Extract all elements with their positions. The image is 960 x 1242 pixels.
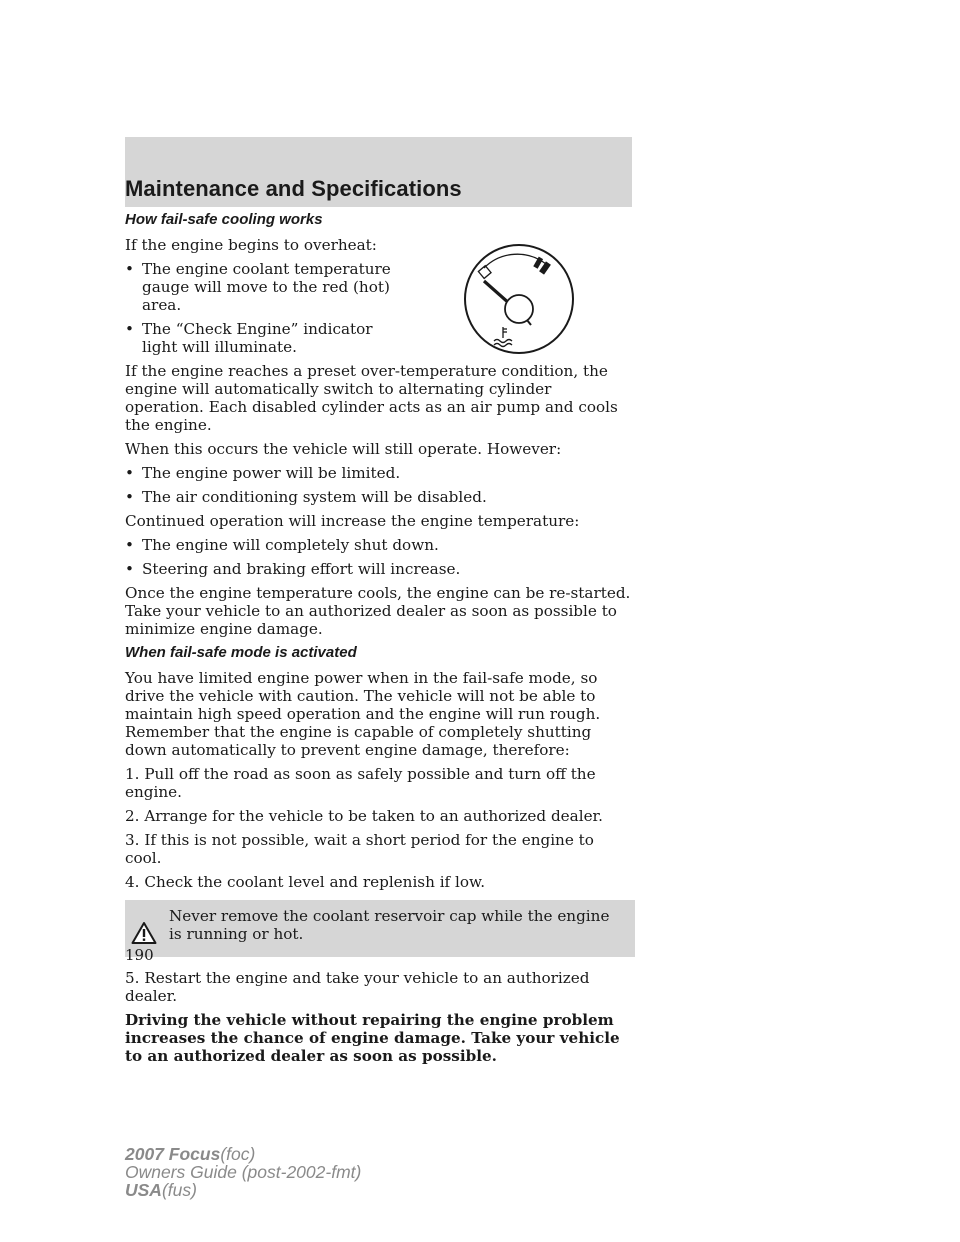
footer-market: USA	[125, 1180, 162, 1200]
step-5: 5. Restart the engine and take your vehicle to an authorized dealer.	[125, 969, 590, 1005]
footer-model-code: (foc)	[220, 1144, 256, 1164]
list-item: • Steering and braking effort will increase.	[125, 560, 461, 578]
list-item: • The “Check Engine” indicator light will illuminate.	[125, 320, 373, 356]
list-item: • The engine coolant temperature gauge will move to the red (hot) area.	[125, 260, 391, 314]
step-3: 3. If this is not possible, wait a short period for the engine to cool.	[125, 831, 594, 867]
paragraph-limited-power: You have limited engine power when in the fail-safe mode, so drive the vehicle with caution. The vehicle will not be able to maintain high speed operation and the engine will run rough. Remember that the engine is capable of completely shutting down automatically to prevent engine damage, therefore:	[125, 669, 601, 759]
list-item: • The engine will completely shut down.	[125, 536, 439, 554]
list-item: • The engine power will be limited.	[125, 464, 401, 482]
paragraph-intro: If the engine begins to overheat:	[125, 236, 377, 254]
warning-text: Never remove the coolant reservoir cap while the engine is running or hot.	[169, 907, 610, 943]
step-2: 2. Arrange for the vehicle to be taken to an authorized dealer.	[125, 807, 603, 825]
step-4: 4. Check the coolant level and replenish if low.	[125, 873, 486, 891]
paragraph-restart: Once the engine temperature cools, the engine can be re-started. Take your vehicle to an authorized dealer as soon as possible to minimize engine damage.	[125, 584, 631, 638]
step-1: 1. Pull off the road as soon as safely possible and turn off the engine.	[125, 765, 596, 801]
footer-guide: Owners Guide (post-2002-fmt)	[125, 1162, 362, 1182]
bold-note: Driving the vehicle without repairing the engine problem increases the chance of engine damage. Take your vehicle to an authorized dealer as soon as possible.	[125, 1011, 620, 1065]
footer-market-code: (fus)	[161, 1180, 197, 1200]
section-heading-fail-safe-cooling: How fail-safe cooling works	[125, 211, 323, 228]
list-item: • The air conditioning system will be disabled.	[125, 488, 487, 506]
page-number: 190	[125, 946, 154, 964]
paragraph-over-temperature: If the engine reaches a preset over-temperature condition, the engine will automatically switch to alternating cylinder operation. Each disabled cylinder acts as an air pump and cools the engine.	[125, 362, 618, 434]
paragraph-vehicle-operates: When this occurs the vehicle will still operate. However:	[125, 440, 562, 458]
footer	[125, 1145, 361, 1199]
section-heading-fail-safe-mode: When fail-safe mode is activated	[125, 644, 357, 661]
paragraph-continued-operation: Continued operation will increase the engine temperature:	[125, 512, 580, 530]
warning-box	[125, 900, 635, 957]
page-content	[125, 211, 635, 1071]
footer-model: 2007 Focus	[125, 1144, 221, 1164]
warning-triangle-icon	[131, 907, 165, 949]
page-section-title: Maintenance and Specifications	[125, 176, 462, 201]
